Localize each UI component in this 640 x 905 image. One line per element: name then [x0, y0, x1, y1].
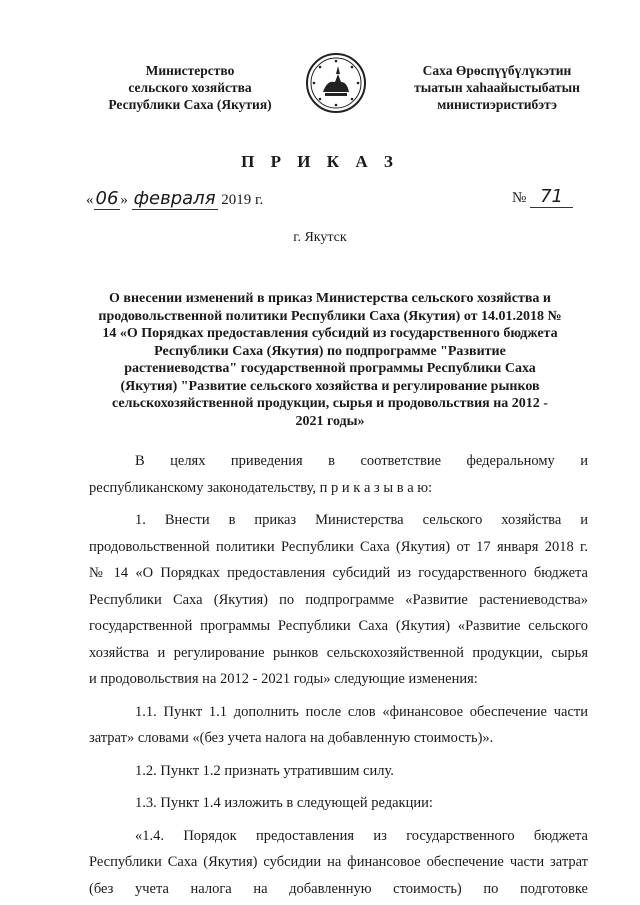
order-number-value: 71 — [530, 186, 573, 208]
body-line: государственной программы Республики Саха (Якутия) «Развитие сельского — [89, 618, 588, 634]
body-line: продовольственной политики Республики Саха (Якутия) от 17 января 2018 г. — [89, 538, 588, 555]
body-line: Республики Саха (Якутия) по подпрограмме «Развитие растениеводства» — [89, 591, 588, 608]
order-number: № 71 — [512, 186, 573, 207]
body-line: Республики Саха (Якутия) субсидии на финансовое обеспечение части затрат — [89, 854, 588, 870]
body-line: 1.2. Пункт 1.2 признать утратившим силу. — [135, 762, 394, 779]
date-month: февраля — [133, 188, 216, 209]
order-subject: О внесении изменений в приказ Министерства сельского хозяйства и продовольственной политики Республики Саха (Якутия) от 14.01.2018 № 14 «О Порядках предоставления субсидий из государственного бюджета Республики Саха (Якутия) по подпрограмме "Развитие растениеводства" государственной программы Республики Саха (Якутия) "Развитие сельского хозяйства и регулирование рынков сельскохозяйственной продукции, сырья и продовольствия на 2012 - 2021 годы» — [98, 291, 562, 429]
body-line: и продовольствия на 2012 - 2021 годы» следующие изменения: — [89, 671, 478, 687]
date-year: 2019 г. — [221, 192, 264, 208]
body-line: «1.4. Порядок предоставления из государственного бюджета — [135, 827, 588, 844]
body-line: 1.1. Пункт 1.1 дополнить после слов «финансовое обеспечение части — [135, 703, 588, 720]
order-date: « 06 » февраля 2019 г. — [86, 188, 264, 209]
city: г. Якутск — [293, 230, 347, 245]
document-title: П Р И К А З — [241, 152, 399, 171]
body-line: 1.3. Пункт 1.4 изложить в следующей редакции: — [135, 795, 433, 811]
body-line: 1. Внести в приказ Министерства сельского хозяйства и — [135, 512, 588, 528]
ministry-name-sakha: Саха Өрөспүүбүлүкэтин тыатын хаһаайыстыбатын министиэристибэтэ — [414, 63, 580, 112]
ministry-name-ru: Министерство сельского хозяйства Республики Саха (Якутия) — [108, 63, 272, 112]
body-line: В целях приведения в соответствие федеральному и — [135, 453, 588, 469]
body-line: республиканскому законодательству, п р и к а з ы в а ю: — [89, 479, 433, 496]
body-line: (без учета налога на добавленную стоимость) по подготовке — [89, 880, 588, 897]
coat-of-arms-icon — [305, 52, 367, 114]
date-day: 06 — [95, 188, 119, 209]
order-body — [89, 448, 588, 902]
body-line: хозяйства и регулирование рынков сельскохозяйственной продукции, сырья — [89, 644, 588, 661]
body-line: № 14 «О Порядках предоставления субсидий из государственного бюджета — [89, 565, 588, 581]
body-line: затрат» словами «(без учета налога на добавленную стоимость)». — [89, 730, 494, 746]
